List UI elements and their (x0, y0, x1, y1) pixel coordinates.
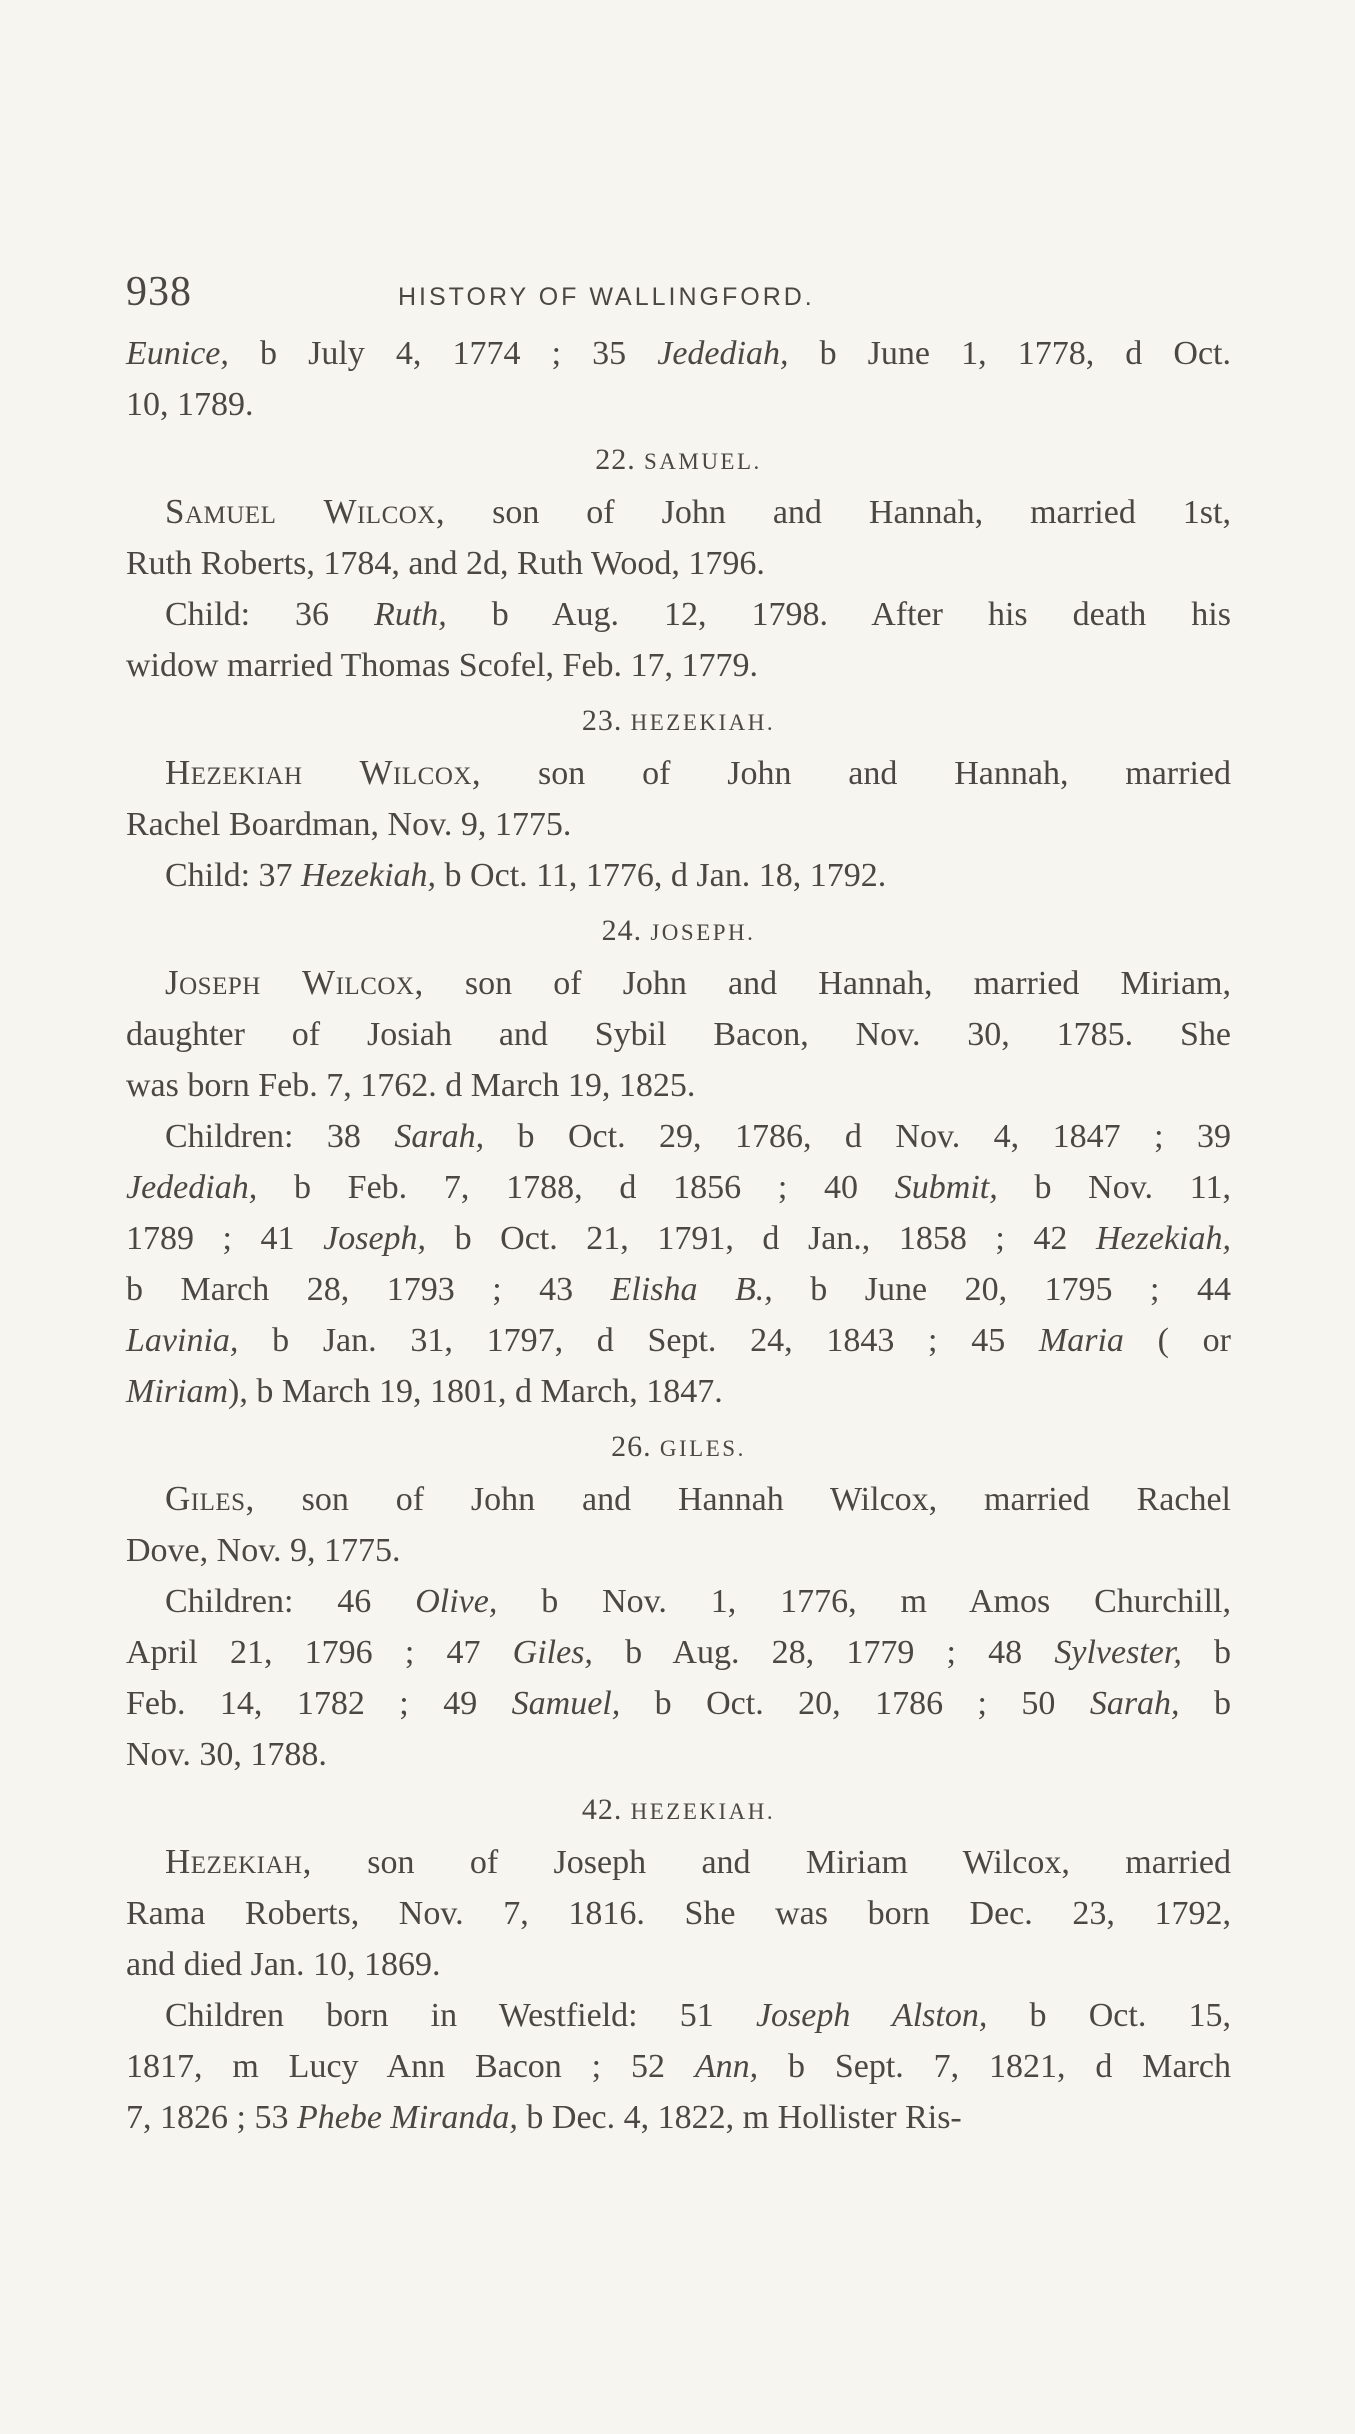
italic-name: Joseph Alston, (755, 1997, 988, 2034)
italic-name: Miriam (126, 1373, 228, 1410)
italic-name: Eunice, (126, 335, 229, 372)
text-line (126, 640, 1231, 691)
text-run: was born Feb. 7, 1762. d March 19, 1825. (126, 1067, 696, 1104)
text-run: widow married Thomas Scofel, Feb. 17, 1779. (126, 647, 759, 684)
text-line (126, 379, 1231, 430)
text-run: son of John and Hannah, married Miriam, (423, 965, 1231, 1002)
text-run: Children: 38 (165, 1118, 395, 1155)
text-run: Rachel Boardman, Nov. 9, 1775. (126, 806, 572, 843)
entry-number: 23. (581, 704, 623, 737)
text-run: and died Jan. 10, 1869. (126, 1946, 441, 1983)
text-run: b Jan. 31, 1797, d Sept. 24, 1843 ; 45 (238, 1322, 1039, 1359)
entry-heading (126, 901, 1231, 957)
genealogy-entry (126, 1780, 1231, 2143)
running-head (126, 268, 1231, 328)
entry-heading (126, 430, 1231, 486)
text-run: son of John and Hannah, married 1st, (445, 494, 1231, 531)
text-run: b Oct. 21, 1791, d Jan., 1858 ; 42 (426, 1220, 1096, 1257)
text-line (126, 747, 1231, 799)
italic-name: Phebe Miranda, (296, 2099, 518, 2136)
italic-name: Sarah, (1089, 1685, 1180, 1722)
text-line (126, 1060, 1231, 1111)
entry-name: GILES. (659, 1436, 746, 1461)
text-line (126, 1009, 1231, 1060)
text-run: Nov. 30, 1788. (126, 1736, 327, 1773)
text-run: b Oct. 29, 1786, d Nov. 4, 1847 ; 39 (484, 1118, 1231, 1155)
text-run: 7, 1826 ; 53 (126, 2099, 297, 2136)
text-line (126, 2041, 1231, 2092)
text-line (126, 1678, 1231, 1729)
page-number: 938 (126, 269, 192, 315)
text-line (126, 957, 1231, 1009)
text-run: Children born in Westfield: 51 (165, 1997, 756, 2034)
text-run: b Oct. 11, 1776, d Jan. 18, 1792. (436, 857, 887, 894)
text-run: b Oct. 20, 1786 ; 50 (620, 1685, 1090, 1722)
person-name: Giles, (165, 1479, 255, 1518)
genealogy-entry (126, 1417, 1231, 1780)
text-run: Children: 46 (165, 1583, 416, 1620)
entry-number: 24. (601, 914, 643, 947)
text-line (126, 1729, 1231, 1780)
italic-name: Olive, (415, 1583, 498, 1620)
entry-name: HEZEKIAH. (630, 710, 776, 735)
text-line (126, 799, 1231, 850)
text-run: April 21, 1796 ; 47 (126, 1634, 513, 1671)
text-run: b Nov. 11, (997, 1169, 1231, 1206)
person-name: Hezekiah, (165, 1842, 312, 1881)
text-line (126, 328, 1231, 379)
text-line (126, 1836, 1231, 1888)
genealogy-entry (126, 430, 1231, 691)
text-line (126, 850, 1231, 901)
person-name: Joseph Wilcox, (165, 963, 424, 1002)
text-run: son of John and Hannah, married (481, 755, 1231, 792)
text-run: 1789 ; 41 (126, 1220, 324, 1257)
document-page (126, 268, 1231, 2143)
entry-number: 42. (581, 1793, 623, 1826)
text-line (126, 1990, 1231, 2041)
text-run: b (1181, 1634, 1232, 1671)
entry-number: 26. (611, 1430, 652, 1463)
italic-name: Ann, (694, 2048, 759, 2085)
genealogy-entry (126, 328, 1231, 430)
text-run: Dove, Nov. 9, 1775. (126, 1532, 401, 1569)
text-line (126, 1576, 1231, 1627)
person-name: Hezekiah Wilcox, (165, 753, 482, 792)
text-line (126, 1366, 1231, 1417)
text-line (126, 1939, 1231, 1990)
text-run: b (1179, 1685, 1231, 1722)
text-run: ), b March 19, 1801, d March, 1847. (228, 1373, 723, 1410)
text-run: b July 4, 1774 ; 35 (228, 335, 658, 372)
person-name: Samuel Wilcox, (165, 492, 446, 531)
text-line (126, 1525, 1231, 1576)
text-run: b Feb. 7, 1788, d 1856 ; 40 (257, 1169, 895, 1206)
italic-name: Jedediah, (126, 1169, 258, 1206)
text-run: son of Joseph and Miriam Wilcox, married (311, 1844, 1231, 1881)
text-line (126, 538, 1231, 589)
italic-name: Samuel, (511, 1685, 621, 1722)
text-run: b Sept. 7, 1821, d March (758, 2048, 1231, 2085)
text-line (126, 1888, 1231, 1939)
italic-name: Sarah, (394, 1118, 485, 1155)
text-run: b June 20, 1795 ; 44 (772, 1271, 1231, 1308)
text-line (126, 1315, 1231, 1366)
genealogy-entry (126, 901, 1231, 1417)
text-run: b Aug. 28, 1779 ; 48 (592, 1634, 1055, 1671)
italic-name: Maria (1038, 1322, 1124, 1359)
text-line (126, 486, 1231, 538)
italic-name: Elisha B., (610, 1271, 773, 1308)
page-body (126, 328, 1231, 2143)
entry-name: SAMUEL. (643, 449, 762, 474)
text-run: Rama Roberts, Nov. 7, 1816. She was born Dec. 23, 1792, (126, 1895, 1231, 1932)
text-line (126, 589, 1231, 640)
text-line (126, 1111, 1231, 1162)
text-run: Child: 36 (165, 596, 375, 633)
italic-name: Jedediah, (657, 335, 789, 372)
text-run: b June 1, 1778, d Oct. (788, 335, 1231, 372)
entry-name: JOSEPH. (650, 920, 756, 945)
text-line (126, 1162, 1231, 1213)
entry-name: HEZEKIAH. (630, 1799, 776, 1824)
text-run: 10, 1789. (126, 386, 254, 423)
text-line (126, 1213, 1231, 1264)
text-run: b Oct. 15, (987, 1997, 1232, 2034)
entry-heading (126, 1417, 1231, 1473)
genealogy-entry (126, 691, 1231, 901)
text-run: b Dec. 4, 1822, m Hollister Ris- (517, 2099, 962, 2136)
italic-name: Joseph, (323, 1220, 427, 1257)
text-line (126, 1264, 1231, 1315)
text-run: ( or (1123, 1322, 1231, 1359)
italic-name: Hezekiah, (301, 857, 437, 894)
text-run: 1817, m Lucy Ann Bacon ; 52 (126, 2048, 695, 2085)
italic-name: Ruth, (374, 596, 447, 633)
italic-name: Giles, (512, 1634, 593, 1671)
text-run: Feb. 14, 1782 ; 49 (126, 1685, 512, 1722)
text-line (126, 1627, 1231, 1678)
text-run: b March 28, 1793 ; 43 (126, 1271, 611, 1308)
italic-name: Submit, (894, 1169, 998, 1206)
entry-heading (126, 1780, 1231, 1836)
italic-name: Lavinia, (126, 1322, 239, 1359)
running-title: HISTORY OF WALLINGFORD. (398, 283, 815, 311)
text-line (126, 2092, 1231, 2143)
text-run: daughter of Josiah and Sybil Bacon, Nov. 30, 1785. She (126, 1016, 1231, 1053)
text-run: Child: 37 (165, 857, 302, 894)
italic-name: Sylvester, (1054, 1634, 1182, 1671)
text-run: Ruth Roberts, 1784, and 2d, Ruth Wood, 1796. (126, 545, 765, 582)
text-run: son of John and Hannah Wilcox, married Rachel (254, 1481, 1231, 1518)
text-run: b Aug. 12, 1798. After his death his (446, 596, 1231, 633)
text-line (126, 1473, 1231, 1525)
entry-heading (126, 691, 1231, 747)
entry-number: 22. (595, 443, 636, 476)
italic-name: Hezekiah, (1095, 1220, 1231, 1257)
text-run: b Nov. 1, 1776, m Amos Churchill, (497, 1583, 1232, 1620)
